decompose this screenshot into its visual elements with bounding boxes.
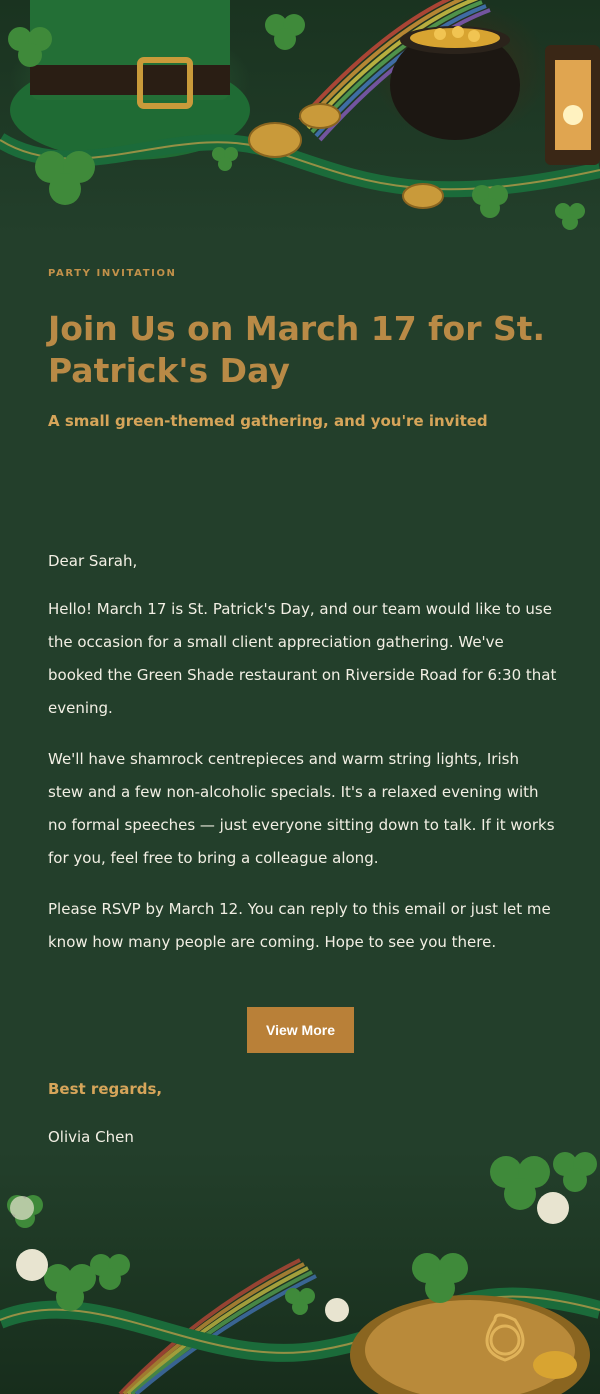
- email-headline: Join Us on March 17 for St. Patrick's Day: [48, 309, 546, 390]
- signoff: Best regards,: [48, 1080, 163, 1098]
- body-paragraph: Please RSVP by March 12. You can reply to this email or just let me know how many people are coming. Hope to see you there.: [48, 900, 551, 951]
- header-illustration: [0, 0, 600, 235]
- body-paragraph: We'll have shamrock centrepieces and warm string lights, Irish stew and a few non-alcoholic specials. It's a relaxed evening with no formal speeches — just everyone sitting down to talk. If it works for you, feel free to bring a colleague along.: [48, 750, 555, 867]
- gold-coin-icon: [350, 1295, 590, 1394]
- header-image: [0, 0, 600, 235]
- email-subhead: A small green-themed gathering, and you're invited: [48, 412, 488, 430]
- view-more-button[interactable]: View More: [247, 1007, 354, 1053]
- footer-illustration: [0, 1150, 600, 1394]
- eyebrow-label: PARTY INVITATION: [48, 268, 177, 279]
- greeting: Dear Sarah,: [48, 552, 138, 570]
- signer-name: Olivia Chen: [48, 1128, 134, 1146]
- pot-of-gold-icon: [390, 26, 520, 140]
- footer-image: [0, 1150, 600, 1394]
- lantern-icon: [545, 45, 600, 165]
- body-paragraph: Hello! March 17 is St. Patrick's Day, and our team would like to use the occasion for a small client appreciation gathering. We've booked the Green Shade restaurant on Riverside Road for 6:30 that evening.: [48, 600, 557, 717]
